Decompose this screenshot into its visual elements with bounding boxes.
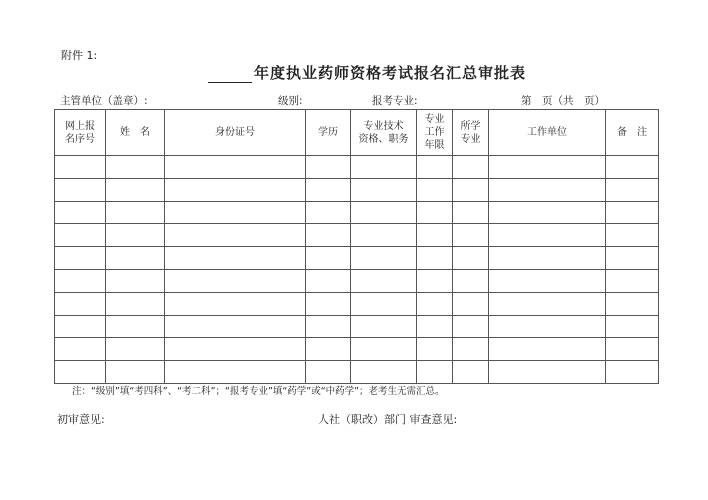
hr-review-label: 人社（职改）部门 审查意见: xyxy=(318,413,458,426)
col-header-major-studied xyxy=(453,110,489,156)
col-header-remarks xyxy=(606,110,659,156)
table-cell[interactable] xyxy=(306,224,351,247)
table-cell[interactable] xyxy=(417,338,453,361)
header-line: 资格、职务 xyxy=(358,133,409,145)
table-cell[interactable] xyxy=(351,315,417,338)
table-cell[interactable] xyxy=(351,361,417,384)
table-cell[interactable] xyxy=(106,292,165,315)
table-cell[interactable] xyxy=(55,247,106,270)
header-row xyxy=(55,110,659,156)
table-cell[interactable] xyxy=(453,315,489,338)
table-cell[interactable] xyxy=(453,338,489,361)
table-row xyxy=(55,269,659,292)
table-cell[interactable] xyxy=(351,201,417,224)
col-header-registration-no xyxy=(55,110,106,156)
col-header-work-years xyxy=(417,110,453,156)
level-label: 级别: xyxy=(278,95,303,107)
table-row xyxy=(55,178,659,201)
header-line: 专业技术 xyxy=(363,120,404,132)
table-cell[interactable] xyxy=(417,178,453,201)
table-cell[interactable] xyxy=(106,247,165,270)
year-blank xyxy=(208,68,252,83)
table-cell[interactable] xyxy=(106,338,165,361)
table-cell[interactable] xyxy=(453,247,489,270)
table-cell[interactable] xyxy=(606,178,659,201)
table-cell[interactable] xyxy=(489,315,606,338)
table-cell[interactable] xyxy=(417,224,453,247)
col-header-employer xyxy=(489,110,606,156)
table-cell[interactable] xyxy=(417,269,453,292)
header-line: 专业 xyxy=(424,114,445,125)
col-header-id-number xyxy=(165,110,306,156)
table-cell[interactable] xyxy=(453,269,489,292)
table-cell[interactable] xyxy=(606,247,659,270)
header-line: 所学 xyxy=(460,120,481,132)
initial-review-label: 初审意见: xyxy=(57,413,105,426)
table-cell[interactable] xyxy=(106,315,165,338)
table-cell[interactable] xyxy=(165,247,306,270)
header-line: 学历 xyxy=(318,127,338,138)
table-cell[interactable] xyxy=(55,292,106,315)
table-cell[interactable] xyxy=(351,269,417,292)
table-cell[interactable] xyxy=(489,247,606,270)
header-line: 名序号 xyxy=(65,133,95,145)
table-row xyxy=(55,156,659,179)
table-row xyxy=(55,201,659,224)
table-cell[interactable] xyxy=(165,361,306,384)
table-row xyxy=(55,315,659,338)
table-cell[interactable] xyxy=(351,156,417,179)
table-cell[interactable] xyxy=(351,338,417,361)
header-line: 专业 xyxy=(460,133,481,145)
table-cell[interactable] xyxy=(417,247,453,270)
table-cell[interactable] xyxy=(606,361,659,384)
attachment-label: 附件 1: xyxy=(61,49,98,62)
header-line: 姓 名 xyxy=(120,127,150,138)
table-cell[interactable] xyxy=(165,224,306,247)
table-cell[interactable] xyxy=(165,269,306,292)
table-cell[interactable] xyxy=(606,315,659,338)
header-line: 身份证号 xyxy=(215,127,255,138)
table-cell[interactable] xyxy=(453,292,489,315)
table-cell[interactable] xyxy=(106,224,165,247)
table-cell[interactable] xyxy=(489,156,606,179)
table-cell[interactable] xyxy=(55,156,106,179)
table-cell[interactable] xyxy=(453,156,489,179)
table-cell[interactable] xyxy=(606,224,659,247)
table-row xyxy=(55,338,659,361)
table-cell[interactable] xyxy=(489,178,606,201)
unit-label: 主管单位（盖章）: xyxy=(60,95,148,107)
table-row xyxy=(55,292,659,315)
table-cell[interactable] xyxy=(165,178,306,201)
table-cell[interactable] xyxy=(606,292,659,315)
table-cell[interactable] xyxy=(106,201,165,224)
col-header-education xyxy=(306,110,351,156)
table-cell[interactable] xyxy=(106,156,165,179)
table-cell[interactable] xyxy=(306,201,351,224)
table-cell[interactable] xyxy=(351,247,417,270)
col-header-qualification xyxy=(351,110,417,156)
table-cell[interactable] xyxy=(306,269,351,292)
table-cell[interactable] xyxy=(165,156,306,179)
header-line: 网上报 xyxy=(65,120,95,132)
col-header-name xyxy=(106,110,165,156)
table-cell[interactable] xyxy=(55,315,106,338)
table-cell[interactable] xyxy=(351,224,417,247)
table-cell[interactable] xyxy=(417,292,453,315)
table-cell[interactable] xyxy=(606,269,659,292)
table-cell[interactable] xyxy=(306,156,351,179)
table-cell[interactable] xyxy=(106,269,165,292)
title-text: 年度执业药师资格考试报名汇总审批表 xyxy=(254,64,527,82)
table-cell[interactable] xyxy=(453,361,489,384)
header-line: 备 注 xyxy=(617,127,647,138)
table-cell[interactable] xyxy=(489,269,606,292)
header-line: 工作单位 xyxy=(527,127,567,138)
table-cell[interactable] xyxy=(489,201,606,224)
table-cell[interactable] xyxy=(351,292,417,315)
table-cell[interactable] xyxy=(306,338,351,361)
table-row xyxy=(55,224,659,247)
table-cell[interactable] xyxy=(351,178,417,201)
table-cell[interactable] xyxy=(55,178,106,201)
table-cell[interactable] xyxy=(55,269,106,292)
table-cell[interactable] xyxy=(417,201,453,224)
table-cell[interactable] xyxy=(165,201,306,224)
table-cell[interactable] xyxy=(489,224,606,247)
table-cell[interactable] xyxy=(55,361,106,384)
table-cell[interactable] xyxy=(489,292,606,315)
table-cell[interactable] xyxy=(55,224,106,247)
table-cell[interactable] xyxy=(453,201,489,224)
table-cell[interactable] xyxy=(417,315,453,338)
table-cell[interactable] xyxy=(165,338,306,361)
table-cell[interactable] xyxy=(489,361,606,384)
footnote: 注：“级别”填“考四科”、“考二科”；“报考专业”填“药学”或“中药学”；老考生无需汇总。 xyxy=(72,386,445,397)
table-cell[interactable] xyxy=(606,338,659,361)
table-cell[interactable] xyxy=(306,292,351,315)
table-cell[interactable] xyxy=(55,201,106,224)
page-counter: 第 页（共 页） xyxy=(521,95,605,107)
table-cell[interactable] xyxy=(306,178,351,201)
table-row xyxy=(55,361,659,384)
table-cell[interactable] xyxy=(306,361,351,384)
table-cell[interactable] xyxy=(106,361,165,384)
header-line: 工作 xyxy=(424,127,445,138)
table-cell[interactable] xyxy=(417,361,453,384)
table-cell[interactable] xyxy=(489,338,606,361)
table-cell[interactable] xyxy=(306,247,351,270)
table-cell[interactable] xyxy=(165,315,306,338)
table-cell[interactable] xyxy=(106,178,165,201)
table-cell[interactable] xyxy=(55,338,106,361)
table-cell[interactable] xyxy=(606,156,659,179)
table-cell[interactable] xyxy=(165,292,306,315)
table-row xyxy=(55,247,659,270)
table-cell[interactable] xyxy=(606,201,659,224)
table-cell[interactable] xyxy=(453,224,489,247)
table-cell[interactable] xyxy=(453,178,489,201)
registration-table xyxy=(54,109,659,384)
table-cell[interactable] xyxy=(306,315,351,338)
major-label: 报考专业: xyxy=(372,95,418,107)
header-line: 年限 xyxy=(424,140,445,151)
table-cell[interactable] xyxy=(417,156,453,179)
page-title xyxy=(208,62,526,83)
